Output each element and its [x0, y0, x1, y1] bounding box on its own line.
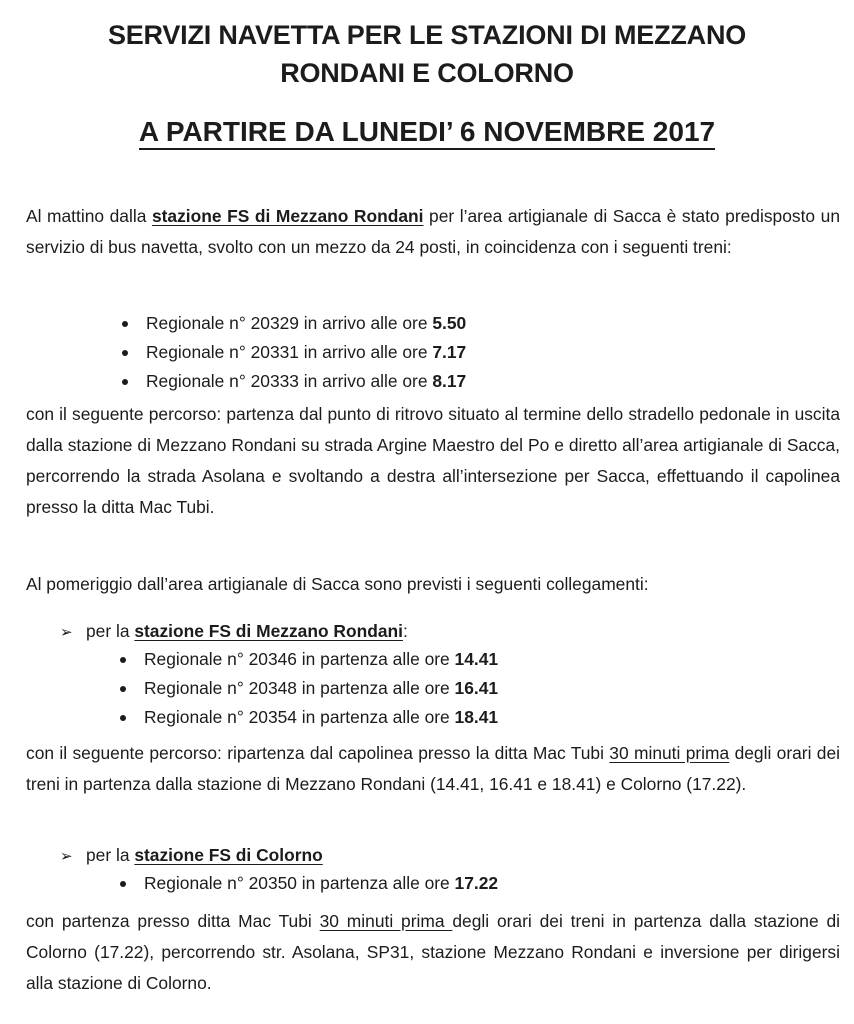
destination-pre: per la: [86, 845, 135, 865]
mezzano-destination-line: [60, 616, 408, 648]
title-line-2: RONDANI E COLORNO: [280, 58, 574, 88]
route-post: degli orari dei treni in partenza dalla stazione di Colorno (17.22), percorrendo str. Asolana, SP31, stazione Mezzano Rondani e inversione per dirigersi alla stazione di Colorno.: [26, 911, 840, 993]
list-item: [118, 703, 498, 732]
train-description: Regionale n° 20331 in arrivo alle ore: [146, 342, 433, 362]
train-description: Regionale n° 20348 in partenza alle ore: [144, 678, 455, 698]
train-time: 17.22: [454, 873, 499, 893]
mezzano-station-name: stazione FS di Mezzano Rondani: [134, 621, 403, 641]
list-item: [120, 367, 466, 396]
route-post: degli orari dei treni in partenza dalla stazione di Mezzano Rondani (14.41, 16.41 e 18.41) e Colorno (17.22).: [26, 743, 840, 794]
list-item: [118, 645, 498, 674]
list-item: [118, 674, 498, 703]
route-emphasis: 30 minuti prima: [319, 911, 453, 931]
title-line-1: SERVIZI NAVETTA PER LE STAZIONI DI MEZZANO: [107, 20, 747, 50]
train-description: Regionale n° 20329 in arrivo alle ore: [146, 313, 433, 333]
arrow-bullet-icon: ➢: [60, 848, 73, 865]
train-time: 7.17: [432, 342, 467, 362]
colorno-station-name: stazione FS di Colorno: [134, 845, 323, 865]
route-emphasis: 30 minuti prima: [609, 743, 730, 763]
morning-route-paragraph: con il seguente percorso: partenza dal punto di ritrovo situato al termine dello stradello pedonale in uscita dalla stazione di Mezzano Rondani su strada Argine Maestro del Po e diretto all’area artigianale di Sacca, percorrendo la strada Asolana e svoltando a destra all’intersezione per Sacca, effettuando il capolinea presso la ditta Mac Tubi.: [26, 404, 840, 517]
list-item: [120, 338, 466, 367]
colorno-train-list: [118, 869, 498, 898]
afternoon-intro-paragraph: Al pomeriggio dall’area artigianale di Sacca sono previsti i seguenti collegamenti:: [26, 574, 649, 594]
morning-intro-post: per l’area artigianale di Sacca è stato predisposto un servizio di bus navetta, svolto con un mezzo da 24 posti, in coincidenza con i seguenti treni:: [26, 206, 840, 257]
morning-train-list: [120, 309, 466, 396]
train-time: 5.50: [432, 313, 467, 333]
arrow-bullet-icon: ➢: [60, 624, 73, 641]
train-time: 14.41: [454, 649, 499, 669]
mezzano-route-paragraph: [26, 738, 840, 800]
mezzano-train-list: [118, 645, 498, 732]
morning-intro-pre: Al mattino dalla: [26, 206, 152, 226]
list-item: [118, 869, 498, 898]
train-description: Regionale n° 20346 in partenza alle ore: [144, 649, 455, 669]
train-description: Regionale n° 20350 in partenza alle ore: [144, 873, 455, 893]
train-time: 18.41: [454, 707, 499, 727]
route-pre: con partenza presso ditta Mac Tubi: [26, 911, 320, 931]
route-pre: con il seguente percorso: ripartenza dal capolinea presso la ditta Mac Tubi: [26, 743, 610, 763]
colorno-destination-line: [60, 840, 323, 872]
destination-post: :: [402, 621, 408, 641]
train-description: Regionale n° 20333 in arrivo alle ore: [146, 371, 433, 391]
destination-pre: per la: [86, 621, 135, 641]
start-date-text: A PARTIRE DA LUNEDI’ 6 NOVEMBRE 2017: [139, 116, 715, 150]
train-description: Regionale n° 20354 in partenza alle ore: [144, 707, 455, 727]
morning-intro-paragraph: [26, 201, 840, 263]
start-date-heading: [0, 114, 854, 150]
train-time: 8.17: [432, 371, 467, 391]
train-time: 16.41: [454, 678, 499, 698]
morning-station-name: stazione FS di Mezzano Rondani: [151, 206, 424, 226]
list-item: [120, 309, 466, 338]
colorno-route-paragraph: [26, 906, 840, 999]
